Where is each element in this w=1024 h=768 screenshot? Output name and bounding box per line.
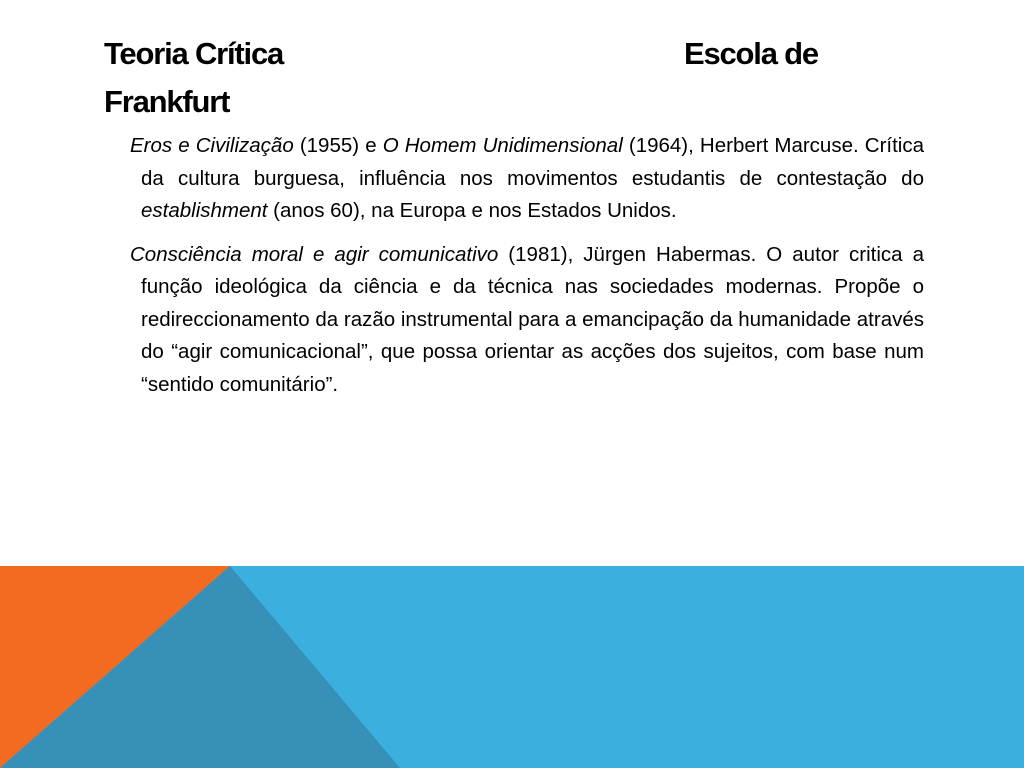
paragraph-text: (anos 60), na Europa e nos Estados Unidos. — [267, 199, 677, 222]
title-line2: Frankfurt — [104, 84, 230, 119]
decorative-footer — [0, 566, 1024, 768]
title-left: Teoria Crítica — [104, 36, 284, 71]
paragraph-marcuse — [130, 130, 924, 228]
term-establishment: establishment — [141, 199, 268, 222]
slide-title — [104, 30, 864, 119]
work-year: (1955) e — [293, 134, 383, 157]
work-title: O Homem Unidimensional — [382, 134, 623, 157]
paragraph-text: (1981), Jürgen Habermas. O autor critica a função ideológica da ciência e da técnica nas sociedades modernas. Propõe o redireccionamento da razão instrumental para a emancipação da humanidade através do “agir comunicacional”, que possa orientar as acções dos sujeitos, com base num “sentido comunitário”. — [141, 242, 924, 396]
paragraph-habermas — [130, 239, 924, 402]
title-right: Escola de — [684, 36, 818, 71]
slide-body — [130, 130, 924, 412]
work-title: Consciência moral e agir comunicativo — [130, 242, 499, 266]
work-title: Eros e Civilização — [130, 134, 294, 157]
paragraph-text: (1964), Herbert Marcuse. Crítica da cultura burguesa, influência nos movimentos estudantis de contestação do — [141, 134, 925, 190]
